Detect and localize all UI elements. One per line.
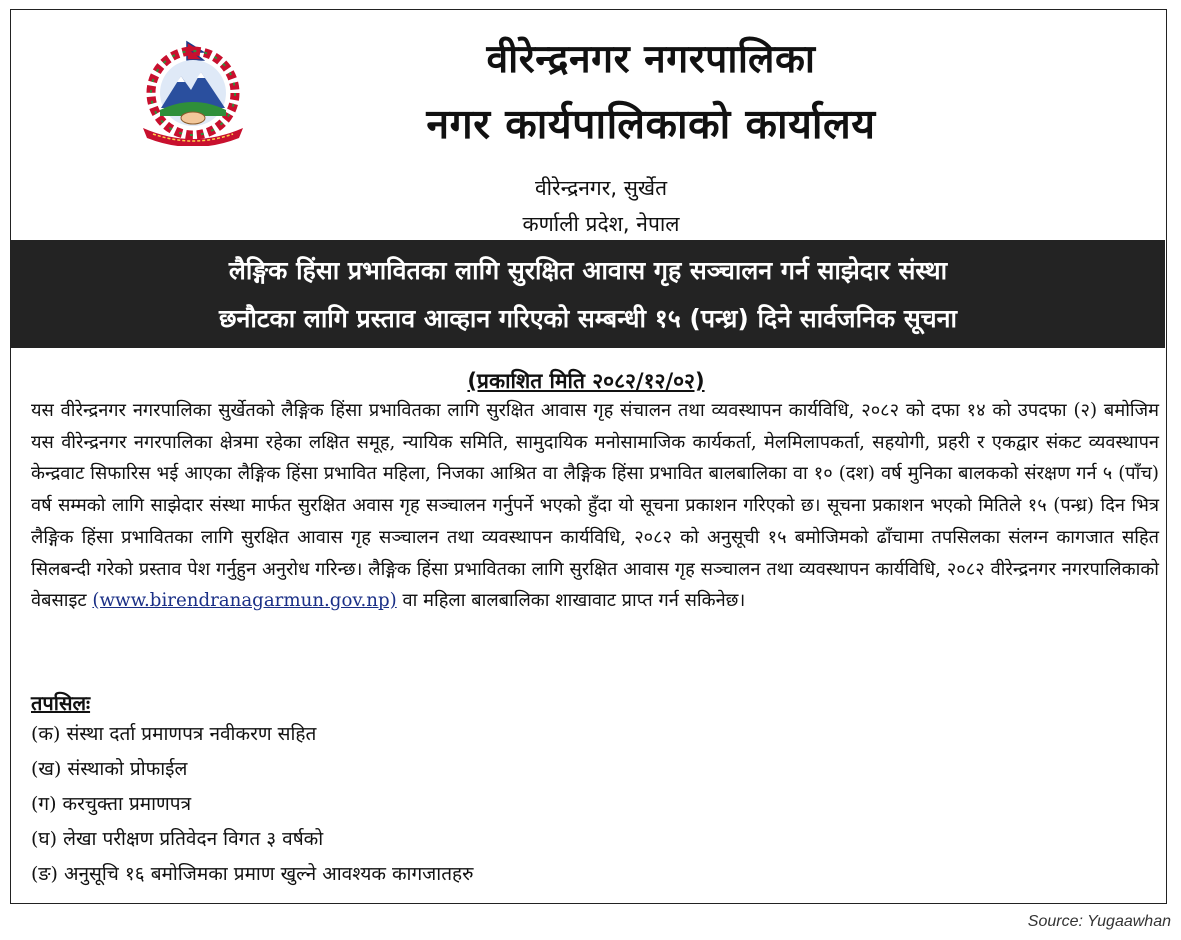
list-item: (घ) लेखा परीक्षण प्रतिवेदन विगत ३ वर्षको [31,828,324,850]
body-text-part-1: यस वीरेन्द्रनगर नगरपालिका सुर्खेतको लैङ्गिक हिंसा प्रभावितका लागि सुरक्षित आवास गृह संचालन तथा व्यवस्थापन कार्यविधि, २०८२ को दफा १४ को उपदफा (२) बमोजिम यस वीरेन्द्रनगर नगरपालिका क्षेत्रमा रहेका लक्षित समूह, न्यायिक समिति, सामुदायिक मनोसामाजिक कार्यकर्ता, मेलमिलापकर्ता, सहयोगी, प्रहरी र एकद्वार संकट व्यवस्थापन केन्द्रवाट सिफारिस भई आएका लैङ्गिक हिंसा प्रभावित महिला, निजका आश्रित वा लैङ्गिक हिंसा प्रभावित बालबालिका वा १० (दश) वर्ष मुनिका बालकको संरक्षण गर्न ५ (पाँच) वर्ष सम्मको लागि साझेदार संस्था मार्फत सुरक्षित अवास गृह सञ्चालन गर्नुपर्ने भएको हुँदा यो सूचना प्रकाशन गरिएको छ। सूचना प्रकाशन भएको मितिले १५ (पन्ध्र) दिन भित्र लैङ्गिक हिंसा प्रभावितका लागि सुरक्षित आवास गृह सञ्चालन तथा व्यवस्थापन कार्यविधि, २०८२ को अनुसूची १५ बमोजिमको ढाँचामा तपसिलका संलग्न कागजात सहित सिलबन्दी गरेको प्रस्ताव पेश गर्नुहुन अनुरोध गरिन्छ। लैङ्गिक हिंसा प्रभावितका लागि सुरक्षित आवास गृह सञ्चालन तथा व्यवस्थापन कार्यविधि, २०८२ वीरेन्द्रनगर नगरपालिकाको वेबसाइट [31,400,1159,612]
office-name: नगर कार्यपालिकाको कार्यालय [426,100,876,148]
notice-title-line-1: लैङ्गिक हिंसा प्रभावितका लागि सुरक्षित आवास गृह सञ्चालन गर्न साझेदार संस्था [228,256,948,285]
list-item: (ङ) अनुसूचि १६ बमोजिमका प्रमाण खुल्ने आवश्यक कागजातहरु [31,863,474,885]
source-credit: Source: Yugaawhan [1027,913,1171,930]
notice-body [31,395,1159,617]
website-link[interactable]: (www.birendranagarmun.gov.np) [92,590,397,612]
body-text-part-2: वा महिला बालबालिका शाखावाट प्राप्त गर्न सकिनेछ। [396,590,746,612]
required-documents-list [31,717,731,892]
municipality-name: वीरेन्द्रनगर नगरपालिका [486,37,816,82]
tapsil-heading: तपसिलः [31,691,91,715]
notice-frame [10,9,1167,904]
notice-title-line-2: छनौटका लागि प्रस्ताव आव्हान गरिएको सम्बन्धी १५ (पन्ध्र) दिने सार्वजनिक सूचना [219,304,957,333]
address-city: वीरेन्द्रनगर, सुर्खेत [534,176,668,200]
address-province: कर्णाली प्रदेश, नेपाल [522,212,680,236]
nepal-government-emblem-icon [129,38,257,146]
list-item: (क) संस्था दर्ता प्रमाणपत्र नवीकरण सहित [31,723,317,745]
list-item: (ख) संस्थाको प्रोफाईल [31,758,188,780]
list-item: (ग) करचुक्ता प्रमाणपत्र [31,793,192,815]
notice-title-band [11,240,1165,348]
published-date: (प्रकाशित मिति २०८२/१२/०२) [467,369,705,393]
